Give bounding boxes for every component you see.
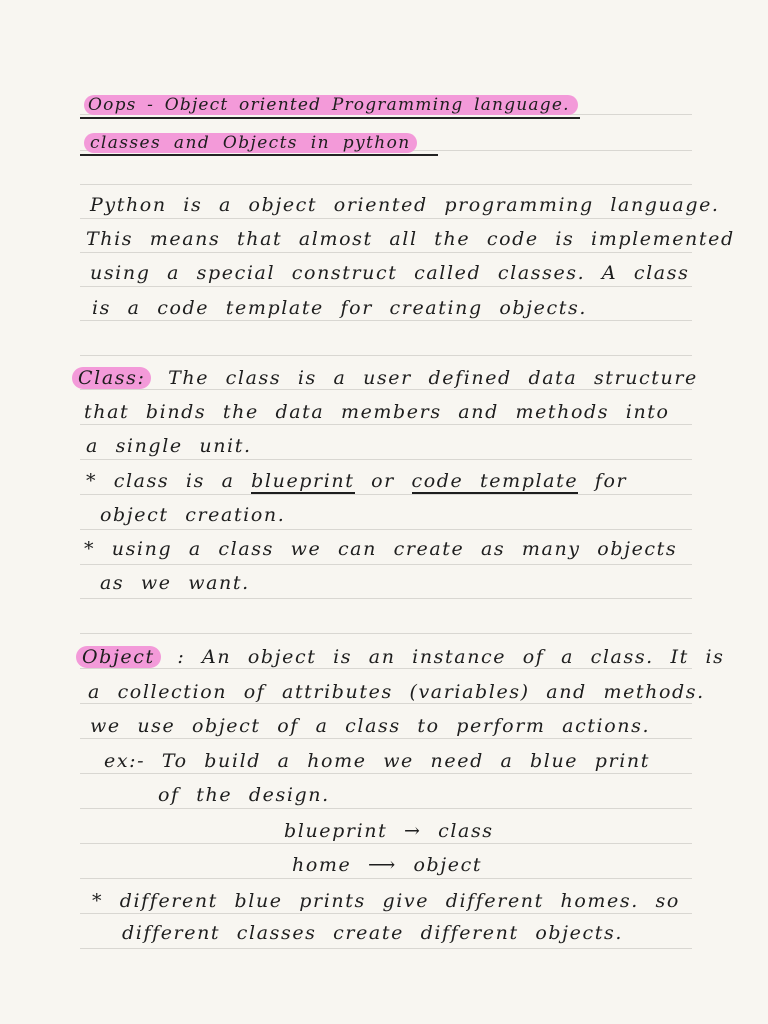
mapping-line: home ⟶ object <box>292 854 483 876</box>
class-bullet-text: or <box>371 470 395 492</box>
object-bullet-continued: different classes create different objects. <box>122 922 623 944</box>
page-subtitle <box>84 130 417 156</box>
underlined-term: code template <box>411 470 579 492</box>
object-line: we use object of a class to perform actions. <box>90 715 651 737</box>
intro-line: is a code template for creating objects. <box>92 297 587 319</box>
mapping-line: blueprint → class <box>284 820 494 842</box>
class-bullet-text: for <box>594 470 628 492</box>
ruled-line <box>80 355 692 356</box>
object-bullet: * different blue prints give different homes. so <box>92 890 680 912</box>
title-underline <box>80 117 580 119</box>
ruled-line <box>80 808 692 809</box>
object-term-highlight: Object <box>76 646 161 668</box>
object-definition-text: : An object is an instance of a class. It is <box>177 646 725 668</box>
subtitle-underline <box>80 154 438 156</box>
ruled-line <box>80 286 692 287</box>
ruled-line <box>80 633 692 634</box>
ruled-line <box>80 494 692 495</box>
class-definition-line <box>72 365 698 391</box>
ruled-line <box>80 598 692 599</box>
intro-line: using a special construct called classes. A class <box>90 262 690 284</box>
ruled-line <box>80 184 692 185</box>
title-highlight: Oops - Object oriented Programming language. <box>84 95 578 115</box>
intro-line: This means that almost all the code is implemented <box>86 228 735 250</box>
ruled-line <box>80 252 692 253</box>
ruled-line <box>80 459 692 460</box>
underlined-term: blueprint <box>251 470 355 492</box>
class-definition-text: The class is a user defined data structure <box>168 367 698 389</box>
class-bullet-continued: as we want. <box>100 572 250 594</box>
class-bullet-text: * class is a <box>86 470 235 492</box>
class-bullet-continued: object creation. <box>100 504 286 526</box>
class-term-highlight: Class: <box>72 367 151 389</box>
example-line-continued: of the design. <box>158 784 330 806</box>
object-definition-line <box>76 644 724 670</box>
page-title <box>84 92 578 118</box>
class-line: a single unit. <box>86 435 252 457</box>
class-bullet <box>86 468 627 494</box>
ruled-line <box>80 564 692 565</box>
ruled-line <box>80 529 692 530</box>
ruled-line <box>80 878 692 879</box>
class-bullet: * using a class we can create as many objects <box>84 538 678 560</box>
example-line: ex:- To build a home we need a blue print <box>104 750 650 772</box>
subtitle-highlight: classes and Objects in python <box>84 133 417 153</box>
class-line: that binds the data members and methods into <box>84 401 670 423</box>
object-line: a collection of attributes (variables) and methods. <box>88 681 705 703</box>
ruled-line <box>80 218 692 219</box>
ruled-line <box>80 948 692 949</box>
intro-line: Python is a object oriented programming language. <box>90 194 720 216</box>
